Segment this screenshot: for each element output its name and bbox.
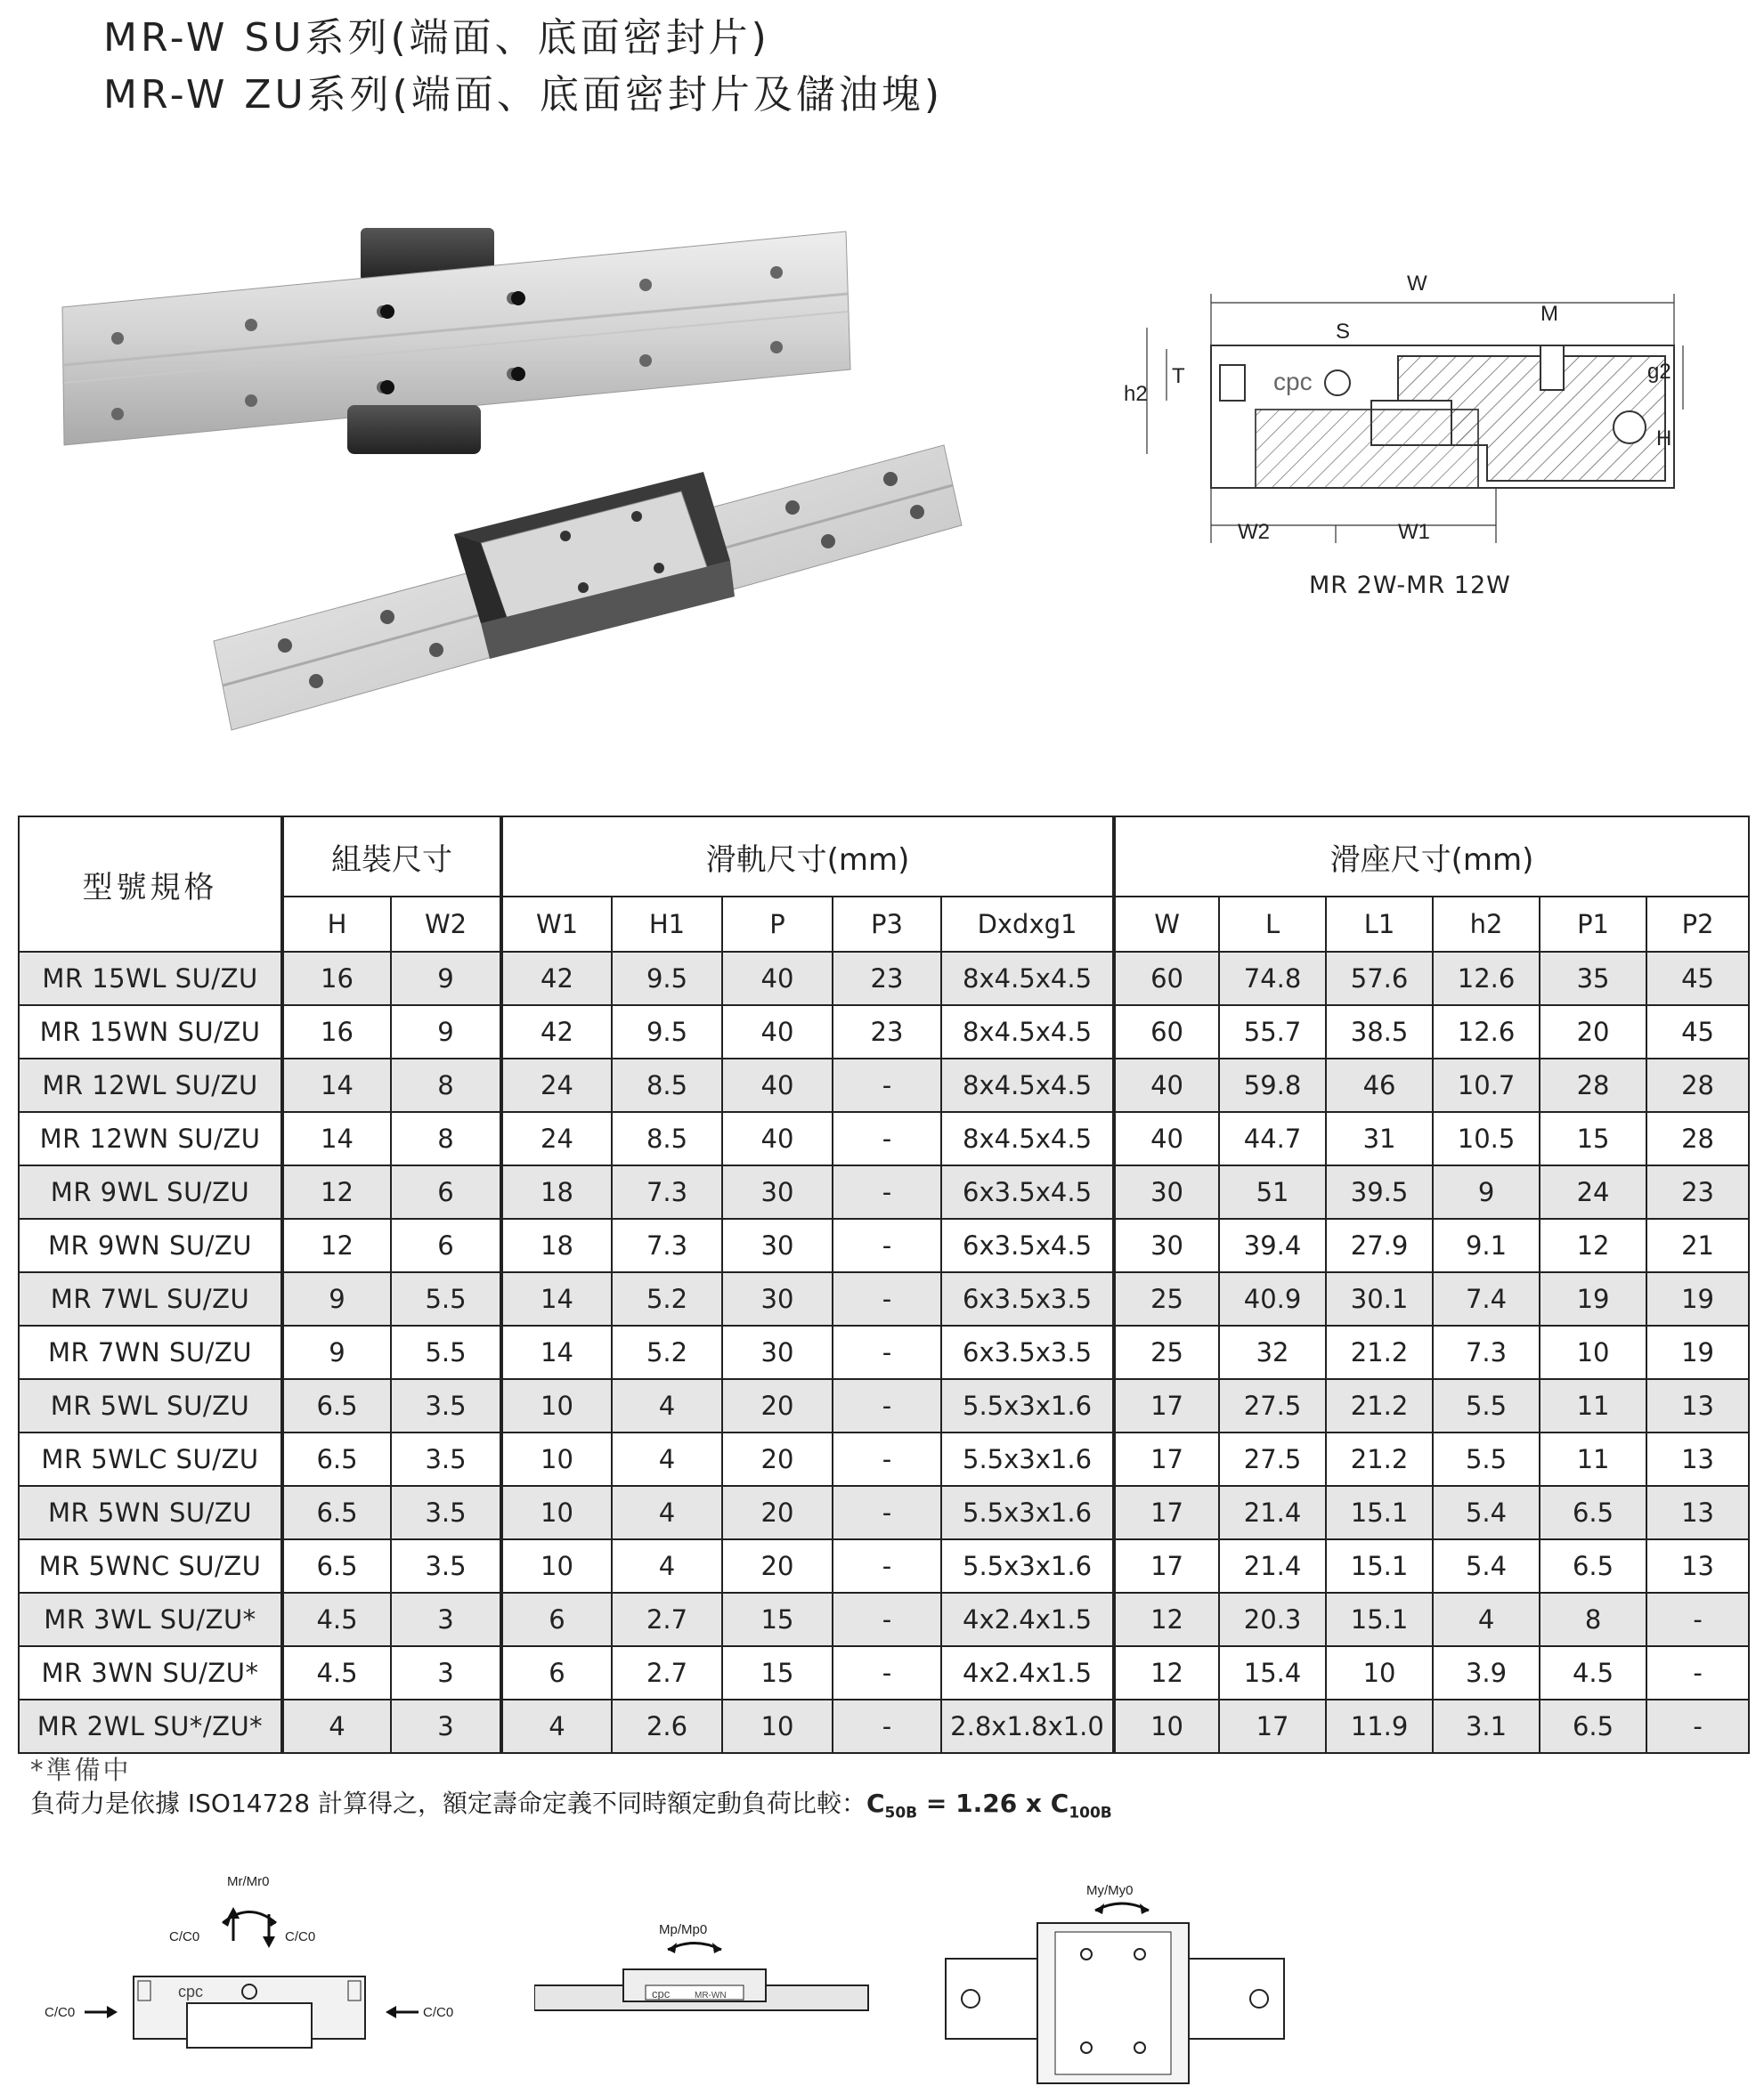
label-h2: h2 [1124,382,1148,406]
subheader-9: L1 [1326,897,1433,952]
value-cell: 10 [722,1700,833,1753]
value-cell: 11.9 [1326,1700,1433,1753]
svg-text:MR-WN: MR-WN [695,1991,727,2001]
value-cell: 20 [722,1539,833,1593]
value-cell: 21.4 [1219,1539,1326,1593]
value-cell: 17 [1114,1486,1219,1539]
value-cell: 23 [833,952,941,1005]
model-cell: MR 5WLC SU/ZU [19,1433,282,1486]
model-cell: MR 5WNC SU/ZU [19,1539,282,1593]
label-s: S [1336,320,1351,344]
value-cell: - [833,1593,941,1646]
value-cell: 20 [1540,1005,1646,1059]
header-block: 滑座尺寸(mm) [1114,816,1749,897]
value-cell: 4 [501,1700,612,1753]
model-cell: MR 3WL SU/ZU* [19,1593,282,1646]
value-cell: 9 [1433,1165,1540,1219]
value-cell: 5.4 [1433,1539,1540,1593]
value-cell: 6x3.5x4.5 [941,1165,1114,1219]
value-cell: 5.5 [1433,1433,1540,1486]
value-cell: 4 [612,1379,722,1433]
table-row [19,1059,1749,1112]
value-cell: 3 [391,1646,501,1700]
value-cell: 27.9 [1326,1219,1433,1272]
label-t: T [1172,364,1185,388]
note-preparing: *準備中 [30,1755,132,1785]
value-cell: 8x4.5x4.5 [941,952,1114,1005]
value-cell: 6.5 [1540,1486,1646,1539]
value-cell: 10.7 [1433,1059,1540,1112]
value-cell: 14 [501,1326,612,1379]
load-diagram-yaw [944,1879,1291,2092]
value-cell: 21.2 [1326,1433,1433,1486]
model-cell: MR 5WL SU/ZU [19,1379,282,1433]
table-row [19,1646,1749,1700]
value-cell: 4 [612,1486,722,1539]
value-cell: 11 [1540,1433,1646,1486]
cross-section-diagram [1104,267,1692,552]
value-cell: - [833,1165,941,1219]
value-cell: 7.3 [612,1219,722,1272]
value-cell: 74.8 [1219,952,1326,1005]
svg-text:C/C0: C/C0 [285,1929,316,1944]
model-cell: MR 12WL SU/ZU [19,1059,282,1112]
value-cell: - [833,1486,941,1539]
value-cell: 12.6 [1433,1005,1540,1059]
value-cell: 4.5 [282,1646,391,1700]
load-diagram-radial [36,1870,499,2083]
value-cell: 40 [722,952,833,1005]
value-cell: 9 [391,1005,501,1059]
value-cell: 9.1 [1433,1219,1540,1272]
value-cell: 15 [722,1646,833,1700]
value-cell: 12.6 [1433,952,1540,1005]
value-cell: - [833,1700,941,1753]
svg-text:C/C0: C/C0 [423,2005,454,2020]
value-cell: 3 [391,1593,501,1646]
value-cell: - [1646,1593,1749,1646]
value-cell: 10 [501,1539,612,1593]
value-cell: - [833,1059,941,1112]
value-cell: 60 [1114,1005,1219,1059]
value-cell: 20 [722,1486,833,1539]
label-w1: W1 [1398,520,1430,544]
table-row [19,1486,1749,1539]
value-cell: 6x3.5x3.5 [941,1326,1114,1379]
header-assembly: 組裝尺寸 [282,816,501,897]
svg-text:Mp/Mp0: Mp/Mp0 [659,1922,708,1937]
value-cell: 3 [391,1700,501,1753]
value-cell: 6.5 [282,1433,391,1486]
value-cell: 11 [1540,1379,1646,1433]
value-cell: 12 [1540,1219,1646,1272]
svg-text:My/My0: My/My0 [1086,1883,1134,1898]
value-cell: 5.4 [1433,1486,1540,1539]
note-load-text: 負荷力是依據 ISO14728 計算得之，額定壽命定義不同時額定動負荷比較： [30,1789,866,1818]
model-cell: MR 2WL SU*/ZU* [19,1700,282,1753]
value-cell: 6x3.5x3.5 [941,1272,1114,1326]
value-cell: 14 [501,1272,612,1326]
value-cell: 39.4 [1219,1219,1326,1272]
value-cell: 38.5 [1326,1005,1433,1059]
value-cell: 6 [391,1219,501,1272]
model-cell: MR 9WN SU/ZU [19,1219,282,1272]
value-cell: 2.7 [612,1593,722,1646]
value-cell: 14 [282,1112,391,1165]
value-cell: 4 [612,1433,722,1486]
value-cell: 4 [612,1539,722,1593]
value-cell: 12 [282,1165,391,1219]
value-cell: 40 [722,1059,833,1112]
value-cell: - [1646,1700,1749,1753]
value-cell: 8.5 [612,1059,722,1112]
value-cell: 3.9 [1433,1646,1540,1700]
subheader-1: W2 [391,897,501,952]
value-cell: 40.9 [1219,1272,1326,1326]
value-cell: 30.1 [1326,1272,1433,1326]
value-cell: 30 [722,1272,833,1326]
value-cell: 7.3 [1433,1326,1540,1379]
value-cell: 57.6 [1326,952,1433,1005]
subheader-7: W [1114,897,1219,952]
value-cell: 6 [501,1593,612,1646]
value-cell: 30 [722,1326,833,1379]
value-cell: 28 [1646,1112,1749,1165]
value-cell: 19 [1540,1272,1646,1326]
value-cell: 40 [722,1112,833,1165]
value-cell: 15.1 [1326,1539,1433,1593]
value-cell: 3.1 [1433,1700,1540,1753]
value-cell: 18 [501,1219,612,1272]
subheader-12: P2 [1646,897,1749,952]
value-cell: 28 [1646,1059,1749,1112]
value-cell: 45 [1646,952,1749,1005]
load-diagram-pitch [534,1914,882,2021]
subheader-2: W1 [501,897,612,952]
subheader-10: h2 [1433,897,1540,952]
value-cell: 6.5 [282,1379,391,1433]
value-cell: 4 [1433,1593,1540,1646]
value-cell: 5.2 [612,1326,722,1379]
label-m: M [1540,302,1558,326]
value-cell: 30 [722,1219,833,1272]
value-cell: 6.5 [1540,1700,1646,1753]
value-cell: - [833,1646,941,1700]
value-cell: 16 [282,952,391,1005]
value-cell: 45 [1646,1005,1749,1059]
value-cell: 17 [1219,1700,1326,1753]
value-cell: 31 [1326,1112,1433,1165]
value-cell: 23 [1646,1165,1749,1219]
value-cell: 46 [1326,1059,1433,1112]
load-formula: $C_{50B} = 1.26$ x $C_{100B}$ [866,1789,1112,1822]
value-cell: 10.5 [1433,1112,1540,1165]
value-cell: 7.4 [1433,1272,1540,1326]
table-row [19,1379,1749,1433]
value-cell: 32 [1219,1326,1326,1379]
value-cell: 9 [391,952,501,1005]
value-cell: 27.5 [1219,1379,1326,1433]
cross-section-caption: MR 2W-MR 12W [1309,572,1511,599]
model-cell: MR 5WN SU/ZU [19,1486,282,1539]
value-cell: 4x2.4x1.5 [941,1646,1114,1700]
model-cell: MR 3WN SU/ZU* [19,1646,282,1700]
value-cell: 12 [1114,1593,1219,1646]
value-cell: 27.5 [1219,1433,1326,1486]
value-cell: - [1646,1646,1749,1700]
value-cell: 13 [1646,1486,1749,1539]
title-su-series: MR-W SU系列(端面、底面密封片) [103,15,770,61]
svg-text:C/C0: C/C0 [45,2005,76,2020]
value-cell: 3.5 [391,1433,501,1486]
product-photo [53,205,971,739]
value-cell: 15 [722,1593,833,1646]
value-cell: 40 [722,1005,833,1059]
value-cell: 15 [1540,1112,1646,1165]
value-cell: - [833,1326,941,1379]
value-cell: 6 [391,1165,501,1219]
value-cell: 10 [501,1433,612,1486]
value-cell: - [833,1539,941,1593]
value-cell: 20.3 [1219,1593,1326,1646]
table-row [19,1700,1749,1753]
value-cell: 13 [1646,1379,1749,1433]
value-cell: 12 [1114,1646,1219,1700]
value-cell: 8 [391,1112,501,1165]
model-cell: MR 15WL SU/ZU [19,952,282,1005]
note-load [30,1784,1112,1822]
value-cell: - [833,1219,941,1272]
value-cell: 2.8x1.8x1.0 [941,1700,1114,1753]
value-cell: - [833,1433,941,1486]
value-cell: 8 [1540,1593,1646,1646]
value-cell: 16 [282,1005,391,1059]
label-w: W [1407,272,1427,296]
value-cell: 18 [501,1165,612,1219]
value-cell: 30 [722,1165,833,1219]
value-cell: 44.7 [1219,1112,1326,1165]
subheader-0: H [282,897,391,952]
table-row [19,1219,1749,1272]
value-cell: 5.5 [391,1326,501,1379]
value-cell: 3.5 [391,1379,501,1433]
value-cell: 30 [1114,1165,1219,1219]
value-cell: 25 [1114,1272,1219,1326]
table-row [19,952,1749,1005]
value-cell: 19 [1646,1272,1749,1326]
value-cell: 7.3 [612,1165,722,1219]
model-cell: MR 9WL SU/ZU [19,1165,282,1219]
value-cell: 6.5 [282,1486,391,1539]
value-cell: 24 [501,1059,612,1112]
value-cell: 19 [1646,1326,1749,1379]
table-row [19,1539,1749,1593]
value-cell: 5.5 [1433,1379,1540,1433]
subheader-8: L [1219,897,1326,952]
value-cell: 6.5 [1540,1539,1646,1593]
value-cell: 6 [501,1646,612,1700]
value-cell: 40 [1114,1059,1219,1112]
value-cell: 4.5 [282,1593,391,1646]
value-cell: 10 [1114,1700,1219,1753]
value-cell: 59.8 [1219,1059,1326,1112]
value-cell: 12 [282,1219,391,1272]
svg-text:C/C0: C/C0 [169,1929,200,1944]
subheader-6: Dxdxg1 [941,897,1114,952]
value-cell: 2.6 [612,1700,722,1753]
value-cell: 3.5 [391,1486,501,1539]
cpc-logo: cpc [1273,368,1313,395]
value-cell: 42 [501,1005,612,1059]
value-cell: 8x4.5x4.5 [941,1112,1114,1165]
table-row [19,1433,1749,1486]
value-cell: 25 [1114,1326,1219,1379]
value-cell: 21 [1646,1219,1749,1272]
value-cell: 3.5 [391,1539,501,1593]
value-cell: 10 [1540,1326,1646,1379]
value-cell: 10 [501,1379,612,1433]
value-cell: 60 [1114,952,1219,1005]
value-cell: 40 [1114,1112,1219,1165]
value-cell: 6.5 [282,1539,391,1593]
label-h: H [1656,426,1672,450]
value-cell: 55.7 [1219,1005,1326,1059]
value-cell: 8.5 [612,1112,722,1165]
table-row [19,1326,1749,1379]
value-cell: 9 [282,1326,391,1379]
model-cell: MR 15WN SU/ZU [19,1005,282,1059]
value-cell: 17 [1114,1433,1219,1486]
table-row [19,1165,1749,1219]
value-cell: 28 [1540,1059,1646,1112]
model-cell: MR 7WN SU/ZU [19,1326,282,1379]
value-cell: 23 [833,1005,941,1059]
subheader-4: P [722,897,833,952]
value-cell: 5.5x3x1.6 [941,1433,1114,1486]
value-cell: 51 [1219,1165,1326,1219]
value-cell: 20 [722,1379,833,1433]
value-cell: 8x4.5x4.5 [941,1005,1114,1059]
header-rail: 滑軌尺寸(mm) [501,816,1114,897]
value-cell: 20 [722,1433,833,1486]
title-zu-series: MR-W ZU系列(端面、底面密封片及儲油塊) [103,72,944,118]
table-row [19,1593,1749,1646]
value-cell: - [833,1272,941,1326]
value-cell: 15.4 [1219,1646,1326,1700]
subheader-5: P3 [833,897,941,952]
value-cell: 10 [1326,1646,1433,1700]
value-cell: 21.2 [1326,1326,1433,1379]
value-cell: 13 [1646,1539,1749,1593]
value-cell: 8 [391,1059,501,1112]
value-cell: 9.5 [612,952,722,1005]
value-cell: 15.1 [1326,1486,1433,1539]
value-cell: 9 [282,1272,391,1326]
value-cell: - [833,1112,941,1165]
model-cell: MR 12WN SU/ZU [19,1112,282,1165]
value-cell: 14 [282,1059,391,1112]
spec-table [18,816,1750,1754]
svg-text:Mr/Mr0: Mr/Mr0 [227,1874,270,1889]
value-cell: 8x4.5x4.5 [941,1059,1114,1112]
value-cell: 24 [1540,1165,1646,1219]
subheader-3: H1 [612,897,722,952]
value-cell: 17 [1114,1539,1219,1593]
value-cell: 4 [282,1700,391,1753]
label-g2: g2 [1647,360,1671,384]
value-cell: 17 [1114,1379,1219,1433]
table-row [19,1112,1749,1165]
header-model: 型號規格 [19,816,282,952]
svg-text:cpc: cpc [652,1987,671,2001]
value-cell: 35 [1540,952,1646,1005]
value-cell: 6x3.5x4.5 [941,1219,1114,1272]
value-cell: 21.4 [1219,1486,1326,1539]
value-cell: 5.5x3x1.6 [941,1486,1114,1539]
value-cell: 9.5 [612,1005,722,1059]
value-cell: 30 [1114,1219,1219,1272]
value-cell: 13 [1646,1433,1749,1486]
value-cell: 4.5 [1540,1646,1646,1700]
value-cell: 39.5 [1326,1165,1433,1219]
value-cell: 15.1 [1326,1593,1433,1646]
label-w2: W2 [1238,520,1270,544]
value-cell: 5.5x3x1.6 [941,1379,1114,1433]
value-cell: 24 [501,1112,612,1165]
value-cell: 10 [501,1486,612,1539]
value-cell: 4x2.4x1.5 [941,1593,1114,1646]
value-cell: 2.7 [612,1646,722,1700]
value-cell: 5.5 [391,1272,501,1326]
table-row [19,1272,1749,1326]
value-cell: 21.2 [1326,1379,1433,1433]
value-cell: - [833,1379,941,1433]
value-cell: 5.5x3x1.6 [941,1539,1114,1593]
subheader-11: P1 [1540,897,1646,952]
value-cell: 5.2 [612,1272,722,1326]
svg-text:cpc: cpc [178,1983,204,2001]
model-cell: MR 7WL SU/ZU [19,1272,282,1326]
table-row [19,1005,1749,1059]
value-cell: 42 [501,952,612,1005]
